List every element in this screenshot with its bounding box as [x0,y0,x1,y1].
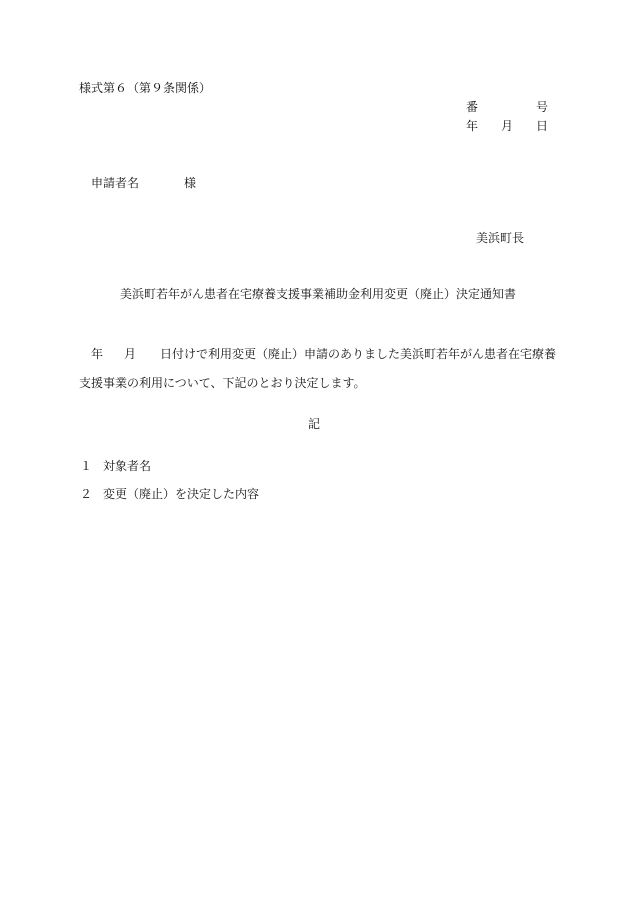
item-label: 対象者名 [103,459,152,473]
number-label: 番 [466,100,479,114]
date-year: 年 [466,119,479,133]
body-line-1: 日付けで利用変更（廃止）申請のありました美浜町若年がん患者在宅療養 [160,347,557,361]
date-day: 日 [536,119,549,133]
applicant-name-label: 申請者名 [91,176,140,190]
body-year: 年 [91,347,104,361]
form-label: 様式第６（第９条関係） [79,81,212,95]
date-month: 月 [501,119,514,133]
body-month: 月 [124,347,137,361]
ki-heading: 記 [308,417,321,431]
issuer: 美浜町長 [476,231,525,245]
honorific: 様 [184,176,197,190]
body-line-2: 支援事業の利用について、下記のとおり決定します。 [79,376,366,390]
number-suffix: 号 [536,100,549,114]
item-number: １ [80,459,93,473]
item-number: ２ [80,487,93,501]
item-label: 変更（廃止）を決定した内容 [103,487,260,501]
document-title: 美浜町若年がん患者在宅療養支援事業補助金利用変更（廃止）決定通知書 [120,287,517,301]
